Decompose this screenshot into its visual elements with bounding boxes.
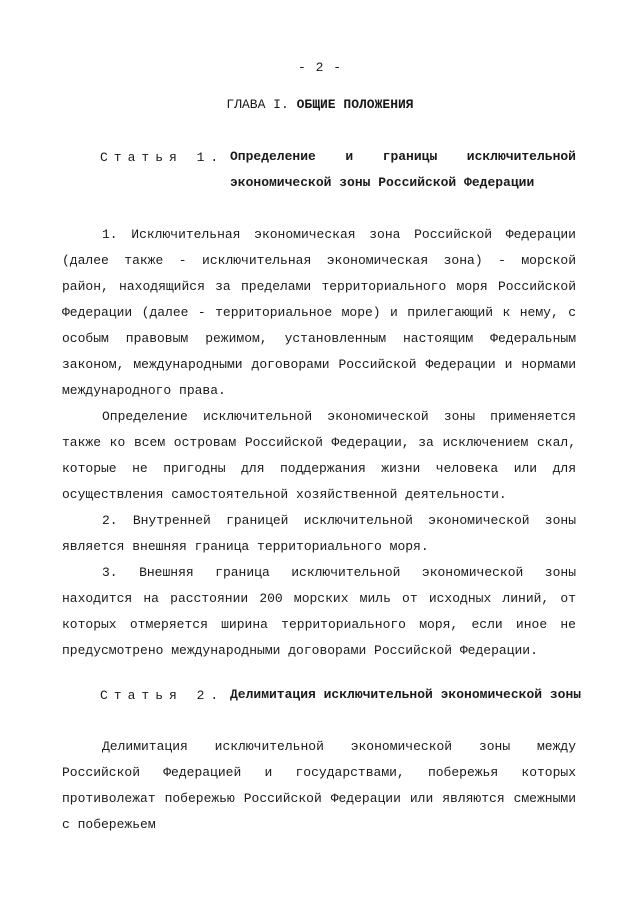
- article-1-title-line-1: Определение и границы исключительной: [230, 149, 576, 164]
- chapter-name: ОБЩИЕ ПОЛОЖЕНИЯ: [296, 97, 414, 112]
- article-1-paragraph: 3. Внешняя граница исключительной экономической зоны находится на расстоянии 200 морских миль от исходных линий, от которых отмеряется ширина территориального моря, если иное не предусмотрено международными договорами Российской Федерации.: [62, 565, 576, 658]
- article-2-heading: [100, 688, 580, 718]
- article-1-label: Статья 1.: [100, 150, 225, 165]
- article-2-label: Статья 2.: [100, 688, 225, 703]
- article-1-title: [230, 144, 576, 196]
- page-number: - 2 -: [297, 60, 342, 75]
- article-2-paragraph: Делимитация исключительной экономической зоны между Российской Федерацией и государствами, побережья которых противолежат побережью Российской Федерации или являются смежными с побережьем: [62, 739, 576, 832]
- article-1-paragraph: Определение исключительной экономической зоны применяется также ко всем островам Российской Федерации, за исключением скал, которые не пригодны для поддержания жизни человека или для осуществления самостоятельной хозяйственной деятельности.: [62, 409, 576, 502]
- article-2-body: [62, 734, 576, 838]
- chapter-title: [0, 97, 640, 112]
- article-1-paragraph: 1. Исключительная экономическая зона Российской Федерации (далее также - исключительная экономическая зона) - морской район, находящийся за пределами территориального моря Российской Федерации (далее - территориальное море) и прилегающий к нему, с особым правовым режимом, установленным настоящим Федеральным законом, международными договорами Российской Федерации и нормами международного права.: [62, 227, 576, 398]
- article-1-heading: [100, 150, 580, 210]
- article-2-title: Делимитация исключительной экономической зоны: [230, 687, 582, 702]
- chapter-prefix: ГЛАВА I.: [226, 97, 289, 112]
- article-1-paragraph: 2. Внутренней границей исключительной экономической зоны является внешняя граница территориального моря.: [62, 513, 576, 554]
- article-1-body: [62, 222, 576, 664]
- article-1-title-line-2: экономической зоны Российской Федерации: [230, 175, 535, 190]
